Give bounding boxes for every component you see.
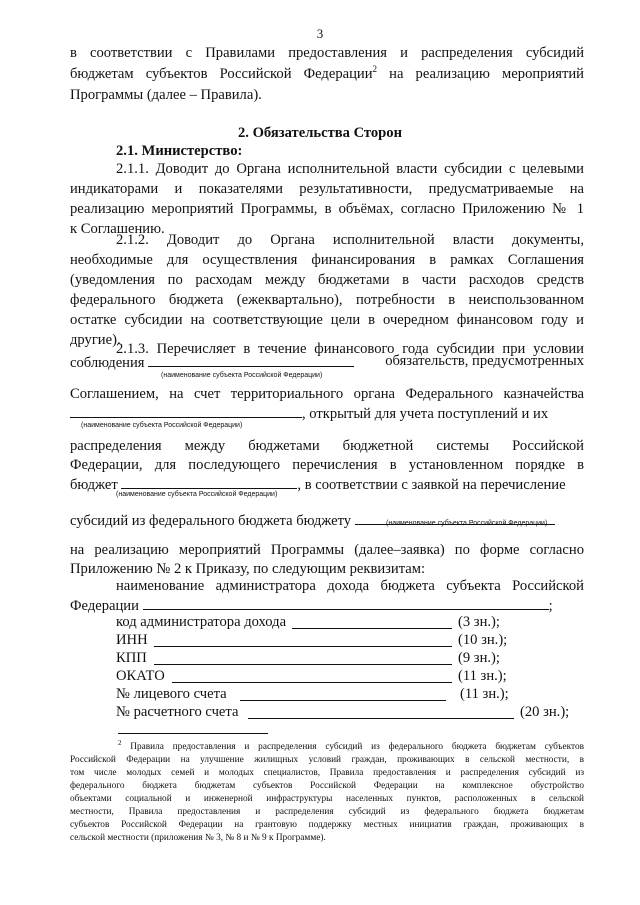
- p213-line-6: Федерации, для последующего перечисления в установленном порядке в: [70, 457, 584, 473]
- p212-line-5: остатке субсидии на соответствующие цели в очередном финансовом году и: [70, 312, 584, 328]
- requisite-label-admin-code: код администратора дохода: [116, 614, 287, 630]
- intro-line-3: Программы (далее – Правила).: [70, 87, 262, 103]
- footnote-separator: [118, 733, 268, 734]
- p213-line-5: распределения между бюджетами бюджетной системы Российской: [70, 438, 584, 454]
- intro-line-2-text-a: бюджетам субъектов Российской Федерации: [70, 66, 373, 82]
- p211-line-2: индикаторами и показателями результативности, предусматриваемые на: [70, 181, 584, 197]
- caption-subject-3: (наименование субъекта Российской Федерации): [116, 491, 278, 498]
- requisite-blank-admin-code: [292, 628, 452, 629]
- p213-line-11: наименование администратора дохода бюджета субъекта Российской: [116, 578, 584, 594]
- requisite-value-personal-account: (11 зн.);: [460, 686, 509, 702]
- p213-line-1: 2.1.3. Перечисляет в течение финансового года субсидии при условии: [116, 341, 584, 357]
- footnote-reference: 2: [372, 64, 378, 75]
- footnote-line-7: субъектов Российской Федерации на грантовую поддержку местных инициатив граждан, проживающих в: [70, 820, 584, 830]
- caption-subject-4: (наименование субъекта Российской Федерации): [386, 520, 548, 527]
- footnote-line-4: федерального бюджета бюджетам субъектов Российской Федерации на комплексное обустройство: [70, 781, 584, 791]
- footnote-line-8: сельской местности (приложения № 3, № 8 и № 9 к Программе).: [70, 833, 326, 843]
- p213-line-4: [70, 403, 584, 423]
- requisite-blank-inn: [154, 646, 452, 647]
- requisite-value-settlement-account: (20 зн.);: [520, 704, 570, 720]
- footnote-line-6: местности, Правила предоставления и распределения субсидий из федерального бюджета бюджетам: [70, 807, 584, 817]
- intro-line-2-text-b: на реализацию мероприятий: [377, 66, 584, 82]
- requisite-blank-okato: [172, 682, 452, 683]
- footnote-mark: 2: [118, 738, 122, 747]
- p213-line-7-text-a: бюджет: [70, 477, 118, 493]
- caption-subject-2: (наименование субъекта Российской Федерации): [81, 422, 243, 429]
- p212-line-2: необходимые для осуществления финансирования в рамках Соглашения: [70, 252, 584, 268]
- requisite-value-okato: (11 зн.);: [458, 668, 507, 684]
- subject-name-blank-3: [121, 474, 297, 489]
- requisite-blank-settlement-account: [248, 718, 514, 719]
- p213-line-2: [70, 352, 584, 372]
- p213-line-12: [70, 595, 584, 615]
- p212-line-4: федерального бюджета (ежеквартально), потребности в неиспользованном: [70, 292, 584, 308]
- p213-line-8-text: субсидий из федерального бюджета бюджету: [70, 513, 352, 529]
- footnote-line-3: том числе молодых семей и молодых специалистов, Правила предоставления и распределения субсидий из: [70, 768, 584, 778]
- p211-line-1: 2.1.1. Доводит до Органа исполнительной власти субсидии с целевыми: [116, 161, 584, 177]
- caption-subject-1: (наименование субъекта Российской Федерации): [161, 372, 323, 379]
- requisite-blank-personal-account: [240, 700, 446, 701]
- p212-line-6: другие).: [70, 332, 121, 348]
- p213-line-2-text-a: соблюдения: [70, 355, 145, 371]
- footnote-line-5: объектами социальной и инженерной инфраструктуры населенных пунктов, расположенных в сельской: [70, 794, 584, 804]
- p213-line-10: Приложению № 2 к Приказу, по следующим реквизитам:: [70, 561, 426, 577]
- administrator-name-blank: [143, 595, 549, 610]
- footnote-line-1: [118, 738, 584, 753]
- p213-line-12-text-b: ;: [548, 598, 553, 614]
- p211-line-4: к Соглашению.: [70, 221, 165, 237]
- requisite-label-personal-account: № лицевого счета: [116, 686, 227, 702]
- requisite-label-kpp: КПП: [116, 650, 147, 666]
- subject-name-blank-2: [70, 403, 302, 418]
- requisite-value-inn: (10 зн.);: [458, 632, 508, 648]
- p213-line-2-text-b: обязательств, предусмотренных: [385, 353, 584, 369]
- requisite-label-settlement-account: № расчетного счета: [116, 704, 239, 720]
- p213-line-9: на реализацию мероприятий Программы (далее–заявка) по форме согласно: [70, 542, 584, 558]
- intro-line-2: [70, 65, 584, 83]
- intro-line-1: в соответствии с Правилами предоставления и распределения субсидий: [70, 45, 584, 61]
- requisite-label-inn: ИНН: [116, 632, 148, 648]
- subsection-title: 2.1. Министерство:: [116, 143, 243, 159]
- section-title: 2. Обязательства Сторон: [237, 125, 403, 141]
- p212-line-1: 2.1.2. Доводит до Органа исполнительной власти документы,: [116, 232, 584, 248]
- p212-line-3: (уведомления по расходам между бюджетами в части расходов средств: [70, 272, 584, 288]
- requisite-value-admin-code: (3 зн.);: [458, 614, 500, 630]
- page-number: 3: [316, 26, 324, 41]
- p211-line-3: реализацию мероприятий Программы, в объёмах, согласно Приложению № 1: [70, 201, 584, 217]
- requisite-label-okato: ОКАТО: [116, 668, 165, 684]
- footnote-line-2: Российской Федерации на улучшение жилищных условий граждан, проживающих в сельской местности, в: [70, 755, 584, 765]
- p213-line-7-text-b: , в соответствии с заявкой на перечисление: [297, 477, 566, 493]
- subject-name-blank-1: [148, 352, 354, 367]
- requisite-blank-kpp: [154, 664, 452, 665]
- p213-line-12-text-a: Федерации: [70, 598, 139, 614]
- p213-line-4-text: , открытый для учета поступлений и их: [302, 406, 549, 422]
- footnote-line-1-text: Правила предоставления и распределения субсидий из федерального бюджета бюджетам субъектов: [121, 742, 584, 752]
- p213-line-3: Соглашением, на счет территориального органа Федерального казначейства: [70, 386, 584, 402]
- requisite-value-kpp: (9 зн.);: [458, 650, 500, 666]
